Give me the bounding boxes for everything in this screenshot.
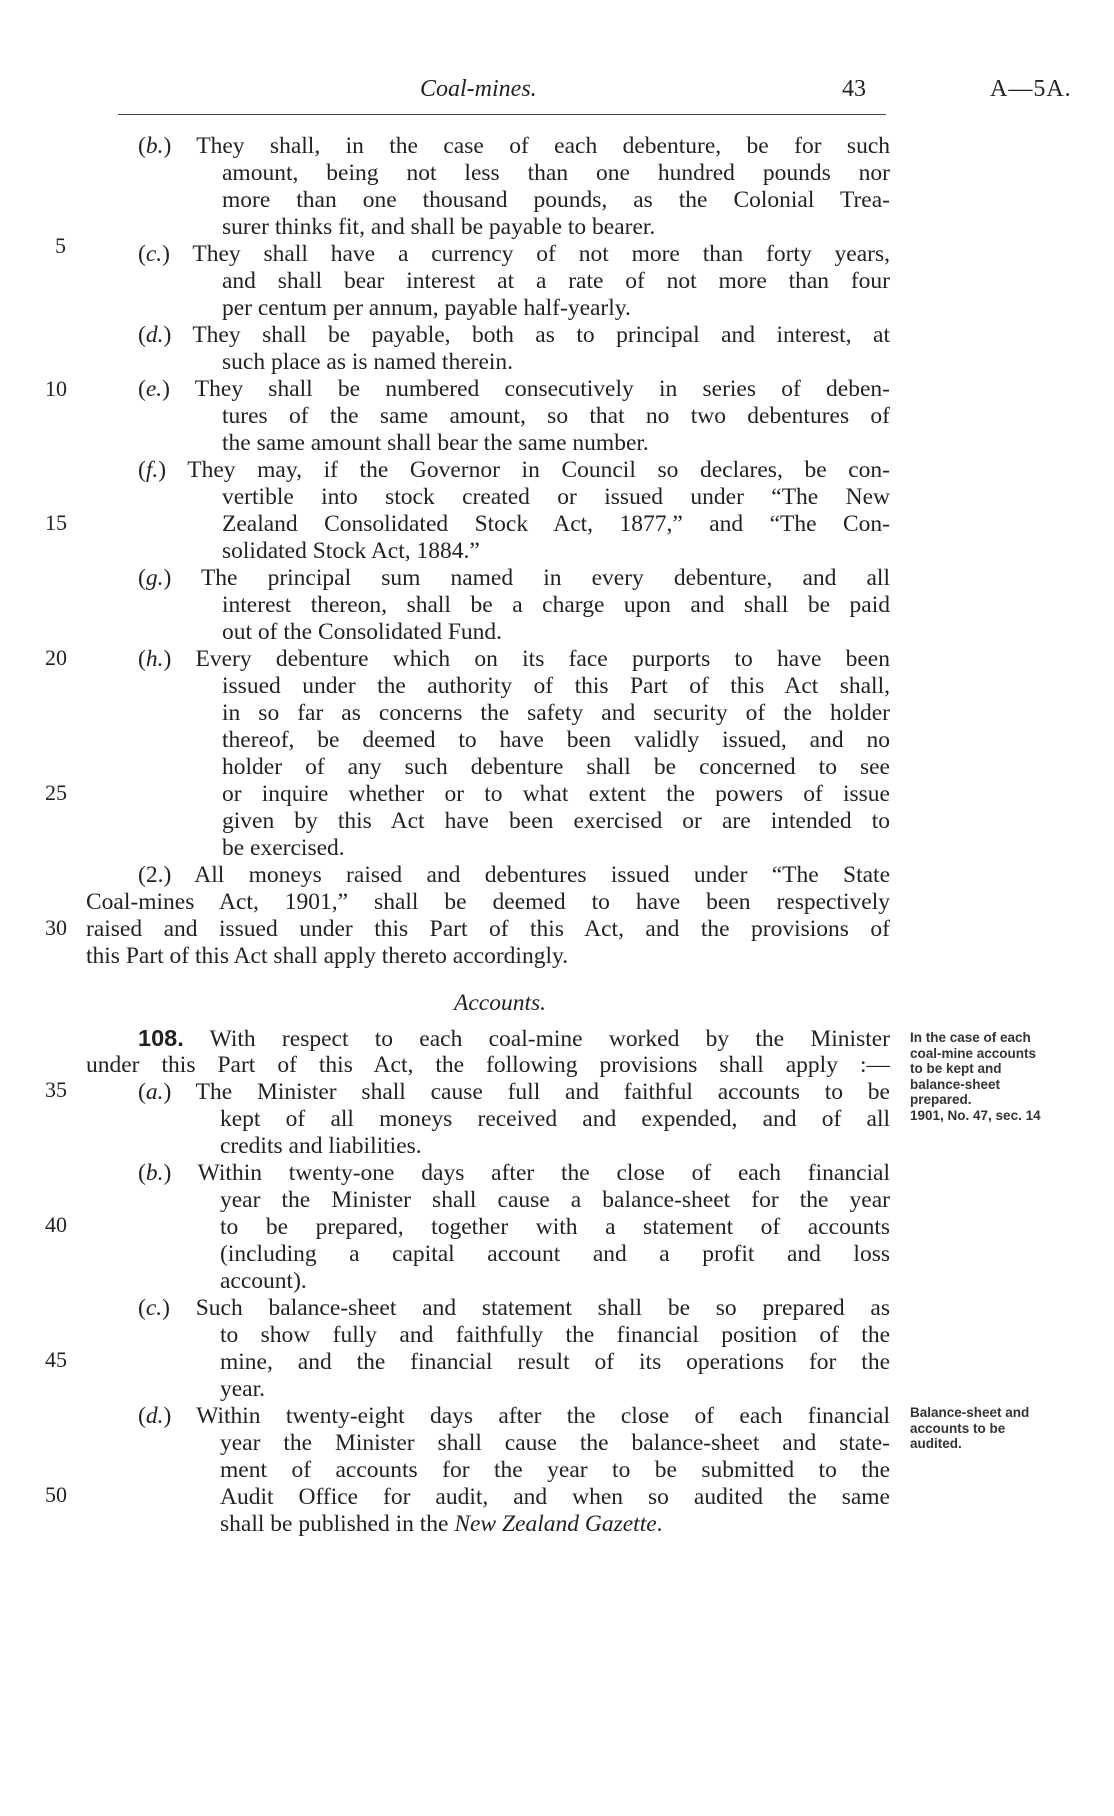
line-number: 15 <box>45 510 67 535</box>
text-line: thereof, be deemed to have been validly issued, and no <box>222 727 890 753</box>
text-line: (h.) Every debenture which on its face purports to have been <box>138 646 890 672</box>
text-line: (b.) Within twenty-one days after the close of each financial <box>138 1160 890 1186</box>
page-header <box>0 68 1114 108</box>
margin-note-citation: 1901, No. 47, sec. 14 <box>910 1107 1041 1123</box>
text-line: per centum per annum, payable half-yearly. <box>222 295 631 321</box>
text-line: year the Minister shall cause a balance-sheet for the year <box>220 1187 890 1213</box>
gazette-title: New Zealand Gazette <box>454 1511 657 1537</box>
text-line: shall be published in the New Zealand Gazette. <box>220 1511 663 1537</box>
text-line: (g.) The principal sum named in every debenture, and all <box>138 565 890 591</box>
clause-label: d. <box>145 322 164 348</box>
text-line: or inquire whether or to what extent the powers of issue <box>222 781 890 807</box>
text-line: the same amount shall bear the same number. <box>222 430 649 456</box>
section-heading: Accounts. <box>453 990 546 1016</box>
text-line: solidated Stock Act, 1884.” <box>222 538 480 564</box>
text-line: to show fully and faithfully the financial position of the <box>220 1322 890 1348</box>
text-line: be exercised. <box>222 835 345 861</box>
text-line: (c.) They shall have a currency of not more than forty years, <box>138 241 890 267</box>
document-reference: A—5A. <box>990 76 1072 102</box>
text-line: to be prepared, together with a statement of accounts <box>220 1214 890 1240</box>
text-line: (b.) They shall, in the case of each debenture, be for such <box>138 133 890 159</box>
text-line: issued under the authority of this Part of this Act shall, <box>222 673 890 699</box>
text-line: interest thereon, shall be a charge upon and shall be paid <box>222 592 890 618</box>
text-line: in so far as concerns the safety and security of the holder <box>222 700 890 726</box>
line-number: 5 <box>55 233 66 258</box>
section-108-first-line <box>138 1025 890 1053</box>
line-number: 30 <box>45 915 67 940</box>
margin-note-line: Balance-sheet and <box>910 1405 1030 1420</box>
line-number: 25 <box>45 780 67 805</box>
text-line: account). <box>220 1268 307 1294</box>
text-line: (2.) All moneys raised and debentures issued under “The State <box>138 862 890 888</box>
margin-note-line: audited. <box>910 1436 962 1451</box>
margin-note <box>910 1405 1110 1452</box>
text-line: (d.) They shall be payable, both as to principal and interest, at <box>138 322 890 348</box>
clause-label: e. <box>145 376 163 402</box>
margin-note-line: coal-mine accounts <box>910 1045 1037 1061</box>
text-line: tures of the same amount, so that no two debentures of <box>222 403 890 429</box>
margin-note-line: balance-sheet <box>910 1076 1001 1092</box>
clause-label: c. <box>145 1295 163 1321</box>
text-line: (e.) They shall be numbered consecutively in series of deben- <box>138 376 890 402</box>
clause-label: a. <box>145 1079 164 1105</box>
text-line: (c.) Such balance-sheet and statement shall be so prepared as <box>138 1295 890 1321</box>
clause-label: b. <box>145 133 164 159</box>
line-number: 45 <box>45 1347 67 1372</box>
text-line: vertible into stock created or issued under “The New <box>222 484 890 510</box>
text-line: credits and liabilities. <box>220 1133 422 1159</box>
line-number: 40 <box>45 1212 67 1237</box>
text-line: under this Part of this Act, the following provisions shall apply :— <box>86 1052 890 1078</box>
text-line: and shall bear interest at a rate of not more than four <box>222 268 890 294</box>
text-line: Coal-mines Act, 1901,” shall be deemed to have been respectively <box>86 889 890 915</box>
clause-label: d. <box>145 1403 164 1429</box>
text-line: year. <box>220 1376 266 1402</box>
text-line: raised and issued under this Part of this Act, and the provisions of <box>86 916 890 942</box>
text-line: (d.) Within twenty-eight days after the close of each financial <box>138 1403 890 1429</box>
clause-label: h. <box>145 646 164 672</box>
margin-note-line: accounts to be <box>910 1420 1006 1436</box>
clause-label: c. <box>145 241 163 267</box>
text-line: such place as is named therein. <box>222 349 514 375</box>
text-line: out of the Consolidated Fund. <box>222 619 503 645</box>
text-line: kept of all moneys received and expended, and of all <box>220 1106 890 1132</box>
text-line: year the Minister shall cause the balance-sheet and state- <box>220 1430 890 1456</box>
text-line: holder of any such debenture shall be concerned to see <box>222 754 890 780</box>
section-number: 108. <box>138 1025 184 1051</box>
margin-note-line: prepared. <box>910 1092 972 1107</box>
text-line: surer thinks fit, and shall be payable to bearer. <box>222 214 656 240</box>
text-line: (including a capital account and a profit and loss <box>220 1241 890 1267</box>
clause-label: b. <box>145 1160 164 1186</box>
line-number: 10 <box>45 376 67 401</box>
line-number: 20 <box>45 645 67 670</box>
line-number: 35 <box>45 1077 67 1102</box>
clause-label: f. <box>145 457 159 483</box>
text-line: Zealand Consolidated Stock Act, 1877,” and “The Con- <box>222 511 890 537</box>
text-line: Audit Office for audit, and when so audited the same <box>220 1484 890 1510</box>
text-line: With respect to each coal-mine worked by the Minister <box>209 1026 891 1052</box>
margin-note-line: In the case of each <box>910 1030 1031 1045</box>
text-line: amount, being not less than one hundred pounds nor <box>222 160 890 186</box>
text-line: (f.) They may, if the Governor in Council so declares, be con- <box>138 457 890 483</box>
text-line: ment of accounts for the year to be submitted to the <box>220 1457 890 1483</box>
text-line: (a.) The Minister shall cause full and faithful accounts to be <box>138 1079 890 1105</box>
text-line: given by this Act have been exercised or are intended to <box>222 808 890 834</box>
page-number: 43 <box>842 76 866 102</box>
clause-label: g. <box>145 565 164 591</box>
margin-note-line: to be kept and <box>910 1061 1002 1076</box>
running-title: Coal-mines. <box>420 76 537 102</box>
text-line: mine, and the financial result of its operations for the <box>220 1349 890 1375</box>
text-line: more than one thousand pounds, as the Colonial Trea- <box>222 187 890 213</box>
text-line: this Part of this Act shall apply thereto accordingly. <box>86 943 569 969</box>
header-rule <box>118 114 886 115</box>
line-number: 50 <box>45 1482 67 1507</box>
margin-note <box>910 1030 1110 1123</box>
